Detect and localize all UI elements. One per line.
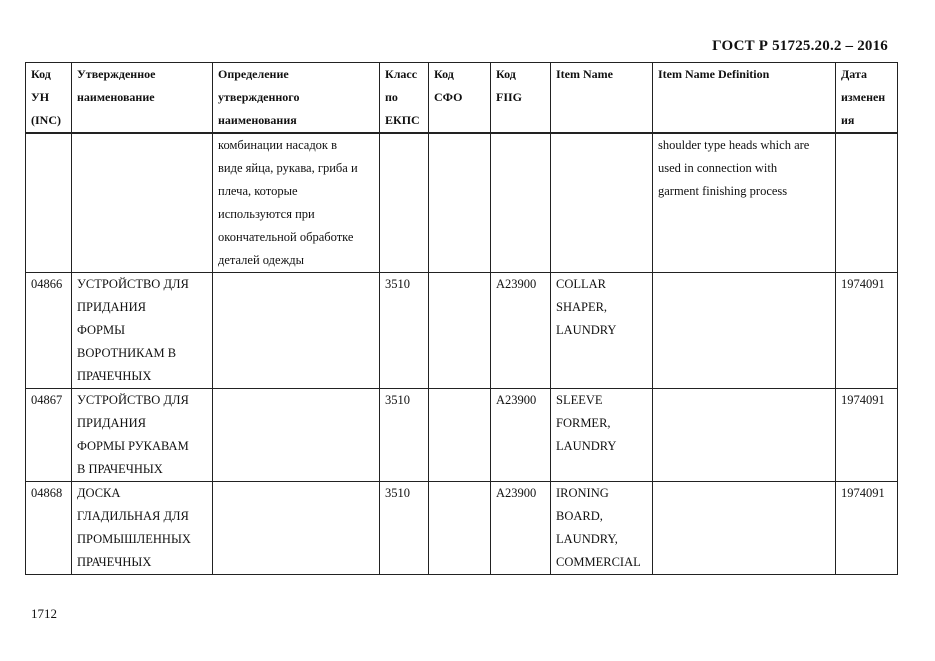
document-standard-code: ГОСТ Р 51725.20.2 – 2016 — [712, 38, 888, 54]
cell-sfo — [429, 273, 491, 389]
col-header-sfo-code: Код СФО — [429, 63, 491, 134]
cell-item-name-definition — [653, 273, 836, 389]
table-row — [26, 482, 898, 575]
cell-inc: 04866 — [26, 273, 72, 389]
cell-sfo — [429, 389, 491, 482]
cell-class: 3510 — [380, 389, 429, 482]
table-row-continuation — [26, 133, 898, 273]
col-header-change-date: Дата изменен ия — [836, 63, 898, 134]
col-header-inc: Код УН (INC) — [26, 63, 72, 134]
cell-inc: 04868 — [26, 482, 72, 575]
col-header-approved-name: Утвержденное наименование — [72, 63, 213, 134]
cell-item-name-definition: shoulder type heads which are used in connection with garment finishing process — [653, 133, 836, 273]
cell-class — [380, 133, 429, 273]
cell-class: 3510 — [380, 273, 429, 389]
cell-fiig — [491, 133, 551, 273]
cell-approved-name: ДОСКА ГЛАДИЛЬНАЯ ДЛЯ ПРОМЫШЛЕННЫХ ПРАЧЕЧНЫХ — [72, 482, 213, 575]
table-row — [26, 273, 898, 389]
cell-definition-ru — [213, 273, 380, 389]
col-header-ekps-class: Класс по ЕКПС — [380, 63, 429, 134]
cell-class: 3510 — [380, 482, 429, 575]
cell-item-name-definition — [653, 482, 836, 575]
table-row — [26, 389, 898, 482]
cell-fiig: A23900 — [491, 389, 551, 482]
cell-approved-name — [72, 133, 213, 273]
col-header-definition: Определение утвержденного наименования — [213, 63, 380, 134]
col-header-item-name-definition: Item Name Definition — [653, 63, 836, 134]
cell-definition-ru — [213, 482, 380, 575]
page-number: 1712 — [31, 606, 57, 621]
cell-inc — [26, 133, 72, 273]
cell-inc: 04867 — [26, 389, 72, 482]
cell-definition-ru — [213, 389, 380, 482]
table-header-row — [26, 63, 898, 134]
col-header-fiig-code: Код FIIG — [491, 63, 551, 134]
cell-date: 1974091 — [836, 482, 898, 575]
catalog-table — [25, 62, 898, 575]
cell-item-name: IRONING BOARD, LAUNDRY, COMMERCIAL — [551, 482, 653, 575]
cell-approved-name: УСТРОЙСТВО ДЛЯ ПРИДАНИЯ ФОРМЫ ВОРОТНИКАМ В ПРАЧЕЧНЫХ — [72, 273, 213, 389]
cell-item-name: SLEEVE FORMER, LAUNDRY — [551, 389, 653, 482]
col-header-item-name: Item Name — [551, 63, 653, 134]
cell-definition-ru: комбинации насадок в виде яйца, рукава, гриба и плеча, которые используются при окончательной обработке деталей одежды — [213, 133, 380, 273]
cell-item-name: COLLAR SHAPER, LAUNDRY — [551, 273, 653, 389]
cell-date: 1974091 — [836, 389, 898, 482]
cell-fiig: A23900 — [491, 273, 551, 389]
cell-sfo — [429, 133, 491, 273]
cell-approved-name: УСТРОЙСТВО ДЛЯ ПРИДАНИЯ ФОРМЫ РУКАВАМ В ПРАЧЕЧНЫХ — [72, 389, 213, 482]
cell-item-name-definition — [653, 389, 836, 482]
cell-sfo — [429, 482, 491, 575]
cell-date: 1974091 — [836, 273, 898, 389]
cell-date — [836, 133, 898, 273]
cell-item-name — [551, 133, 653, 273]
cell-fiig: A23900 — [491, 482, 551, 575]
